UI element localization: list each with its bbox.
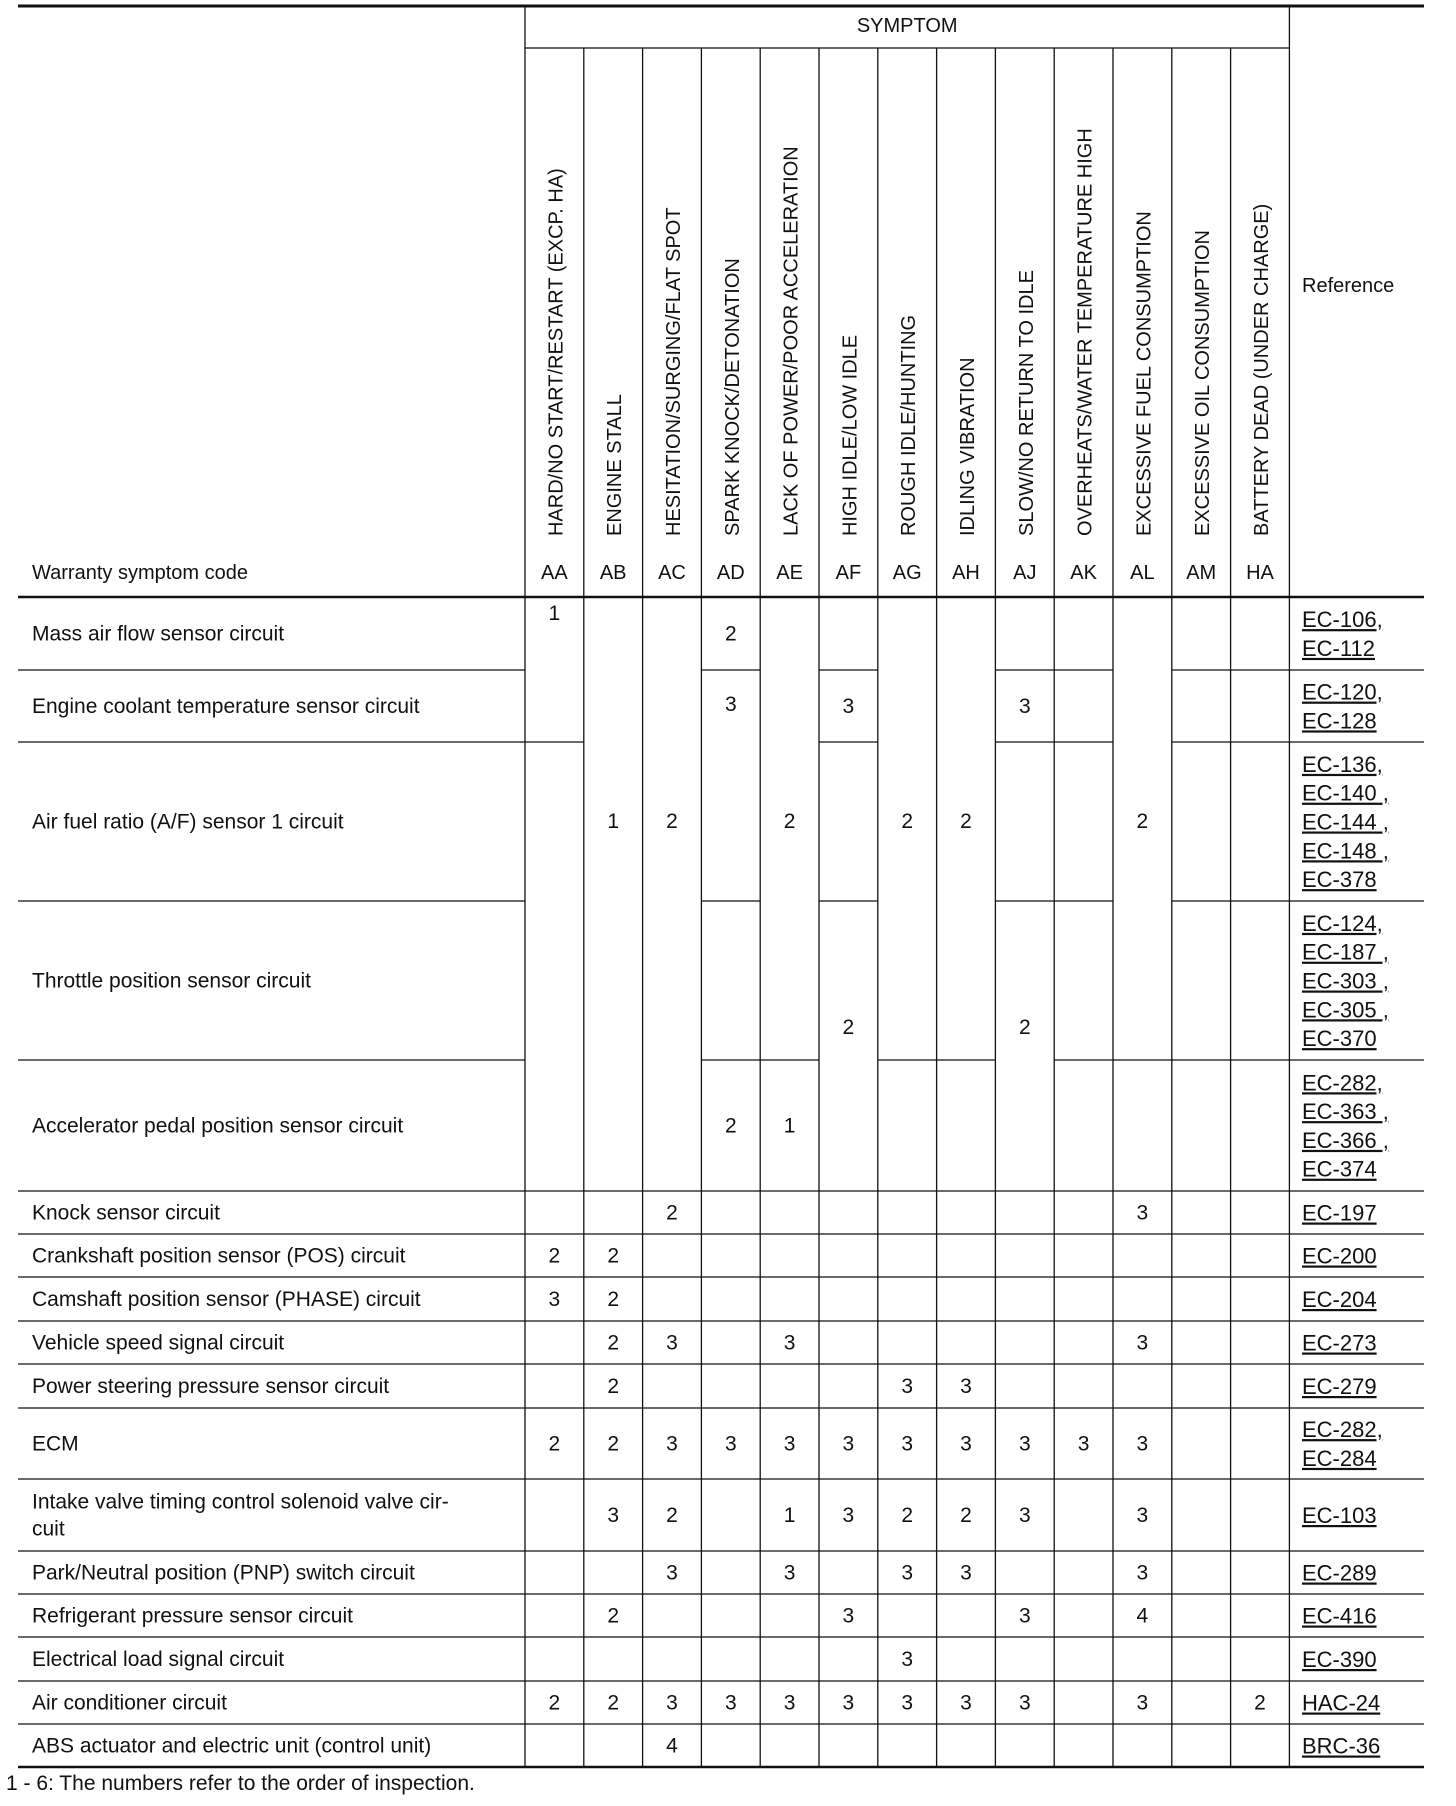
inspection-order-value: 3 bbox=[901, 1691, 914, 1715]
row-label: Air fuel ratio (A/F) sensor 1 circuit bbox=[32, 810, 344, 834]
inspection-order-value: 3 bbox=[783, 1432, 796, 1456]
symptom-column-name: BATTERY DEAD (UNDER CHARGE) bbox=[1251, 203, 1273, 536]
inspection-order-value: 2 bbox=[960, 1504, 972, 1527]
inspection-order-value: 3 bbox=[960, 1561, 972, 1585]
warranty-code-label: Warranty symptom code bbox=[32, 562, 248, 584]
inspection-order-value: 3 bbox=[1018, 1691, 1031, 1715]
row-label: Power steering pressure sensor circuit bbox=[32, 1375, 390, 1398]
inspection-order-value: 3 bbox=[1136, 1561, 1149, 1585]
inspection-order-value: 3 bbox=[901, 1648, 914, 1671]
reference-link[interactable]: EC-120, bbox=[1302, 679, 1383, 705]
reference-link[interactable]: EC-128 bbox=[1302, 708, 1377, 734]
reference-link[interactable]: EC-187 , bbox=[1302, 939, 1389, 965]
warranty-symptom-code: AD bbox=[716, 562, 745, 584]
symptom-column-name: ROUGH IDLE/HUNTING bbox=[898, 314, 921, 536]
inspection-order-value: 2 bbox=[607, 1244, 620, 1268]
reference-link[interactable]: EC-378 bbox=[1302, 867, 1377, 893]
inspection-order-value: 2 bbox=[901, 810, 914, 833]
inspection-order-value: 3 bbox=[607, 1504, 620, 1527]
reference-link[interactable]: EC-136, bbox=[1302, 751, 1383, 777]
symptom-column-name: OVERHEATS/WATER TEMPERATURE HIGH bbox=[1074, 128, 1097, 536]
inspection-order-value: 2 bbox=[783, 810, 796, 833]
inspection-order-value: 3 bbox=[1077, 1432, 1090, 1456]
reference-link[interactable]: EC-106, bbox=[1302, 607, 1383, 633]
warranty-symptom-code: AL bbox=[1130, 562, 1155, 584]
warranty-symptom-code: AC bbox=[658, 562, 686, 584]
symptom-column-name: ENGINE STALL bbox=[604, 394, 627, 536]
inspection-order-value: 3 bbox=[1136, 1201, 1149, 1225]
warranty-symptom-code: AM bbox=[1186, 562, 1217, 584]
symptom-column-name: SPARK KNOCK/DETONATION bbox=[721, 258, 744, 536]
inspection-order-value: 3 bbox=[1018, 1504, 1031, 1527]
inspection-order-value: 4 bbox=[666, 1734, 678, 1758]
inspection-order-value: 3 bbox=[666, 1331, 678, 1355]
row-label: cuit bbox=[32, 1517, 65, 1541]
reference-link[interactable]: EC-197 bbox=[1302, 1200, 1377, 1226]
symptom-column-name: HARD/NO START/RESTART (EXCP. HA) bbox=[545, 168, 568, 536]
symptom-column-name: EXCESSIVE OIL CONSUMPTION bbox=[1192, 230, 1215, 536]
matrix-cells bbox=[525, 602, 1289, 1758]
inspection-order-value: 3 bbox=[724, 1432, 737, 1456]
inspection-order-value: 3 bbox=[783, 1561, 796, 1585]
reference-link[interactable]: EC-370 bbox=[1302, 1026, 1377, 1052]
inspection-order-value: 3 bbox=[842, 1432, 855, 1456]
inspection-order-value: 3 bbox=[1136, 1331, 1149, 1355]
inspection-order-value: 3 bbox=[1136, 1691, 1149, 1715]
row-label: Knock sensor circuit bbox=[32, 1201, 220, 1225]
symptom-column-name: EXCESSIVE FUEL CONSUMPTION bbox=[1133, 211, 1156, 536]
reference-link[interactable]: EC-148 , bbox=[1302, 838, 1389, 864]
warranty-symptom-code: AJ bbox=[1013, 562, 1037, 584]
row-label: ABS actuator and electric unit (control unit) bbox=[32, 1734, 432, 1758]
inspection-order-value: 2 bbox=[548, 1691, 561, 1715]
inspection-order-value: 3 bbox=[666, 1691, 678, 1715]
reference-link[interactable]: EC-204 bbox=[1302, 1287, 1377, 1312]
inspection-order-value: 2 bbox=[607, 1691, 620, 1715]
inspection-order-value: 2 bbox=[724, 622, 737, 646]
row-label: Vehicle speed signal circuit bbox=[32, 1331, 285, 1355]
reference-link[interactable]: EC-366 , bbox=[1302, 1127, 1389, 1153]
inspection-order-value: 3 bbox=[548, 1288, 561, 1311]
inspection-order-value: 2 bbox=[724, 1114, 737, 1138]
warranty-symptom-code: AB bbox=[599, 562, 627, 584]
warranty-symptom-code: AG bbox=[892, 562, 922, 584]
reference-link[interactable]: EC-282, bbox=[1302, 1417, 1383, 1443]
inspection-order-value: 3 bbox=[666, 1432, 678, 1456]
reference-link[interactable]: EC-273 bbox=[1302, 1330, 1377, 1356]
reference-link[interactable]: HAC-24 bbox=[1302, 1690, 1381, 1716]
inspection-order-value: 3 bbox=[666, 1561, 678, 1585]
inspection-order-value: 3 bbox=[842, 1604, 855, 1628]
reference-link[interactable]: EC-144 , bbox=[1302, 809, 1389, 835]
row-label: ECM bbox=[32, 1432, 79, 1456]
inspection-order-value: 3 bbox=[901, 1375, 914, 1398]
inspection-order-value: 3 bbox=[1018, 1432, 1031, 1456]
inspection-order-value: 3 bbox=[1136, 1504, 1149, 1527]
row-label: Refrigerant pressure sensor circuit bbox=[32, 1604, 353, 1628]
row-label: Engine coolant temperature sensor circuit bbox=[32, 695, 420, 718]
inspection-order-value: 2 bbox=[607, 1288, 620, 1311]
inspection-order-value: 3 bbox=[960, 1691, 972, 1715]
reference-link[interactable]: EC-289 bbox=[1302, 1560, 1377, 1586]
reference-link[interactable]: BRC-36 bbox=[1302, 1733, 1381, 1759]
inspection-order-value: 3 bbox=[783, 1331, 796, 1355]
reference-link[interactable]: EC-390 bbox=[1302, 1647, 1377, 1672]
reference-link[interactable]: EC-305 , bbox=[1302, 997, 1389, 1023]
inspection-order-value: 3 bbox=[1018, 1604, 1031, 1628]
row-label: Camshaft position sensor (PHASE) circuit bbox=[32, 1288, 421, 1311]
inspection-order-value: 2 bbox=[607, 1375, 620, 1398]
inspection-order-value: 2 bbox=[548, 1244, 561, 1268]
reference-link[interactable]: EC-363 , bbox=[1302, 1099, 1389, 1125]
symptom-column-name: LACK OF POWER/POOR ACCELERATION bbox=[780, 146, 803, 536]
inspection-order-value: 3 bbox=[842, 695, 855, 718]
inspection-order-value: 1 bbox=[548, 602, 561, 625]
symptom-column-name: SLOW/NO RETURN TO IDLE bbox=[1015, 270, 1038, 536]
warranty-symptom-code: HA bbox=[1246, 562, 1274, 584]
inspection-order-value: 2 bbox=[666, 1504, 678, 1527]
symptom-column-name: HIGH IDLE/LOW IDLE bbox=[839, 334, 862, 536]
inspection-order-value: 2 bbox=[1136, 810, 1149, 833]
inspection-order-value: 1 bbox=[607, 810, 620, 833]
inspection-order-value: 2 bbox=[548, 1432, 561, 1456]
inspection-order-value: 2 bbox=[960, 810, 972, 833]
row-label: Mass air flow sensor circuit bbox=[32, 622, 285, 646]
inspection-order-value: 3 bbox=[724, 693, 737, 716]
reference-link[interactable]: EC-200 bbox=[1302, 1243, 1377, 1269]
row-label: Crankshaft position sensor (POS) circuit bbox=[32, 1244, 406, 1268]
symptom-column-name: IDLING VIBRATION bbox=[957, 357, 979, 536]
inspection-order-value: 2 bbox=[901, 1504, 914, 1527]
inspection-order-value: 3 bbox=[842, 1504, 855, 1527]
row-label: Electrical load signal circuit bbox=[32, 1648, 285, 1671]
row-label: Park/Neutral position (PNP) switch circuit bbox=[32, 1561, 415, 1585]
inspection-order-value: 3 bbox=[842, 1691, 855, 1715]
row-label: Accelerator pedal position sensor circuit bbox=[32, 1114, 404, 1138]
footnote: 1 - 6: The numbers refer to the order of inspection. bbox=[6, 1772, 475, 1795]
inspection-order-value: 3 bbox=[960, 1432, 972, 1456]
reference-link[interactable]: EC-416 bbox=[1302, 1603, 1377, 1629]
inspection-order-value: 1 bbox=[783, 1504, 796, 1527]
reference-link[interactable]: EC-282, bbox=[1302, 1070, 1383, 1096]
reference-link[interactable]: EC-374 bbox=[1302, 1156, 1377, 1182]
row-label: Intake valve timing control solenoid valve cir- bbox=[32, 1490, 449, 1514]
warranty-symptom-code: AE bbox=[776, 562, 803, 584]
inspection-order-value: 4 bbox=[1136, 1604, 1149, 1628]
inspection-order-value: 3 bbox=[1018, 695, 1031, 718]
inspection-order-value: 2 bbox=[666, 810, 678, 833]
inspection-order-value: 2 bbox=[842, 1016, 855, 1039]
reference-link[interactable]: EC-124, bbox=[1302, 910, 1383, 936]
reference-heading: Reference bbox=[1302, 275, 1395, 297]
reference-link[interactable]: EC-140 , bbox=[1302, 780, 1389, 806]
inspection-order-value: 3 bbox=[960, 1375, 972, 1398]
inspection-order-value: 2 bbox=[607, 1331, 620, 1355]
row-label: Air conditioner circuit bbox=[32, 1691, 227, 1715]
inspection-order-value: 2 bbox=[1018, 1016, 1031, 1039]
row-label: Throttle position sensor circuit bbox=[32, 969, 311, 993]
symptom-column-name: HESITATION/SURGING/FLAT SPOT bbox=[663, 207, 685, 536]
inspection-order-value: 2 bbox=[1254, 1691, 1266, 1715]
warranty-symptom-code: AH bbox=[952, 562, 980, 584]
reference-link[interactable]: EC-103 bbox=[1302, 1503, 1377, 1528]
reference-link[interactable]: EC-279 bbox=[1302, 1374, 1377, 1399]
reference-link[interactable]: EC-284 bbox=[1302, 1445, 1377, 1471]
warranty-symptom-code: AA bbox=[541, 562, 568, 584]
symptom-heading: SYMPTOM bbox=[856, 15, 958, 37]
warranty-symptom-code: AF bbox=[835, 562, 862, 584]
inspection-order-value: 3 bbox=[901, 1432, 914, 1456]
inspection-order-value: 3 bbox=[783, 1691, 796, 1715]
inspection-order-value: 2 bbox=[607, 1432, 620, 1456]
inspection-order-value: 3 bbox=[1136, 1432, 1149, 1456]
inspection-order-value: 3 bbox=[724, 1691, 737, 1715]
inspection-order-value: 1 bbox=[783, 1114, 796, 1138]
inspection-order-value: 2 bbox=[666, 1201, 678, 1225]
warranty-symptom-code: AK bbox=[1070, 562, 1097, 584]
reference-link[interactable]: EC-112 bbox=[1302, 635, 1375, 661]
inspection-order-value: 2 bbox=[607, 1604, 620, 1628]
inspection-order-value: 3 bbox=[901, 1561, 914, 1585]
reference-link[interactable]: EC-303 , bbox=[1302, 968, 1389, 994]
